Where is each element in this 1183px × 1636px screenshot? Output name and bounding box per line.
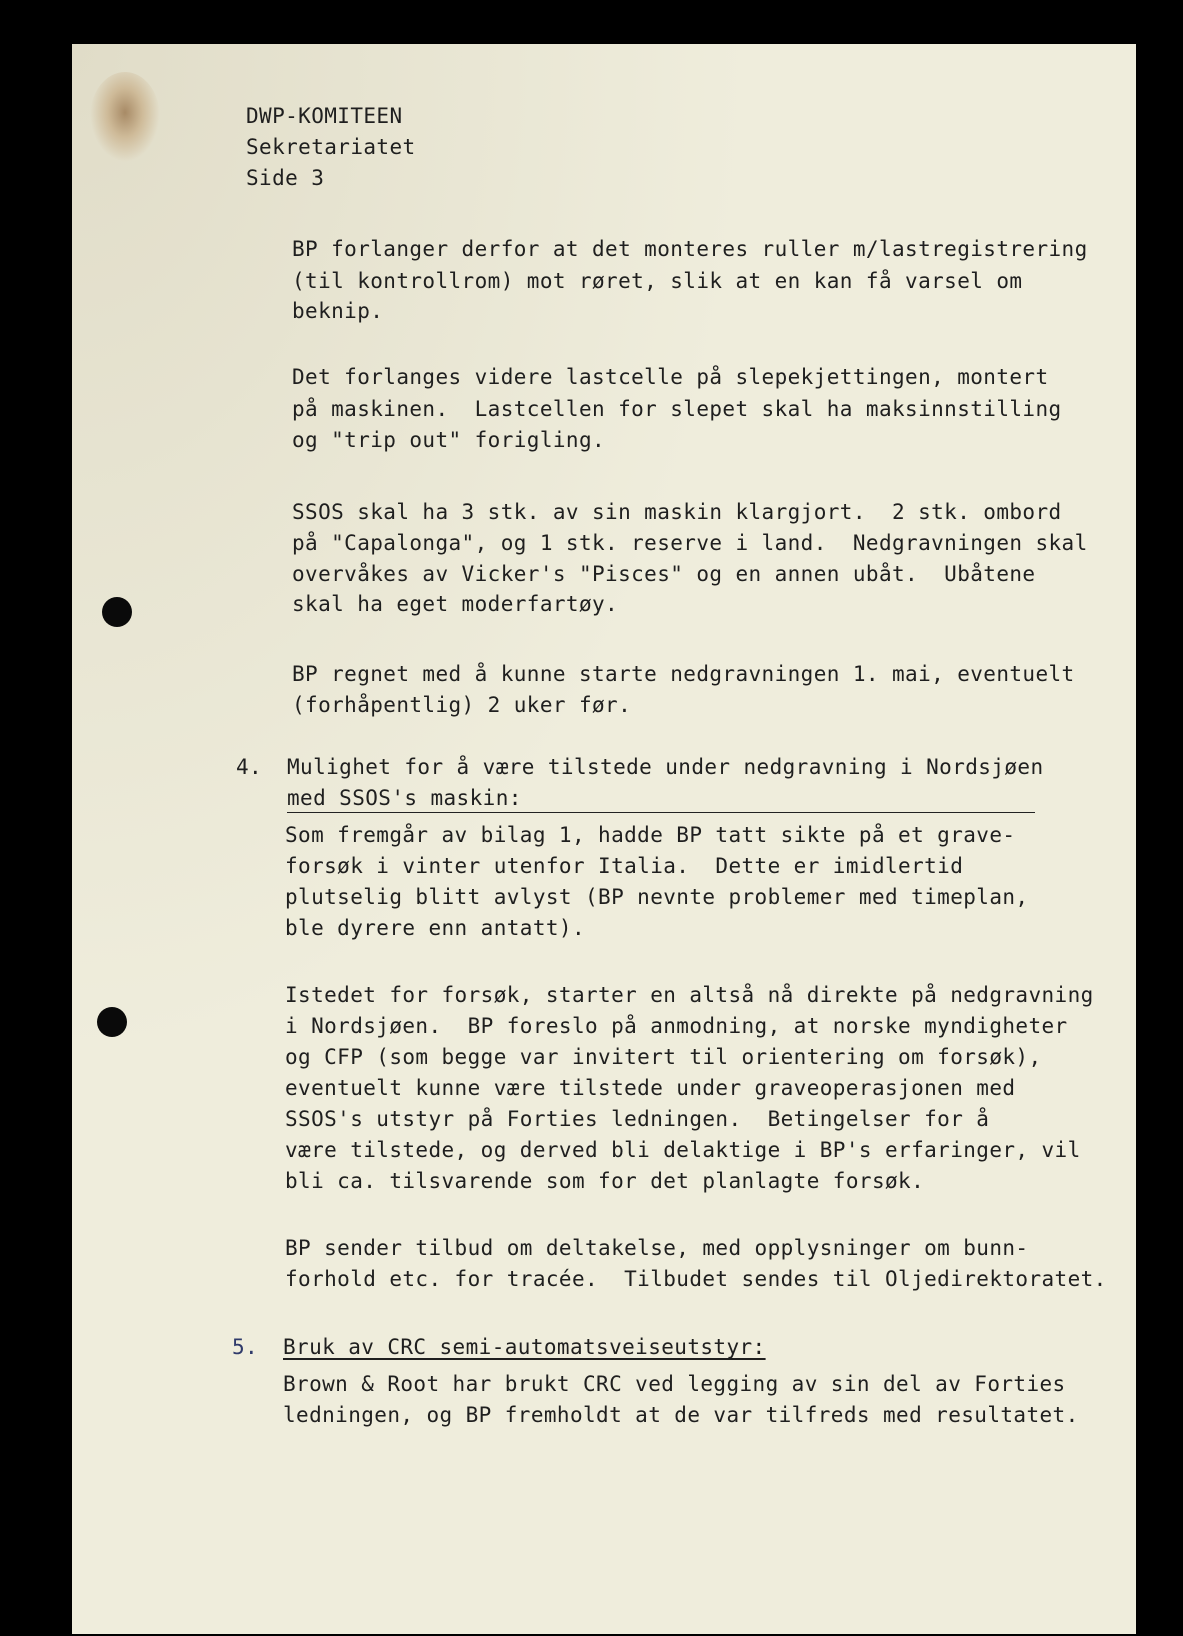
paragraph-line: eventuelt kunne være tilstede under graveoperasjonen med	[285, 1076, 1016, 1100]
section-heading: med SSOS's maskin:	[287, 786, 522, 810]
section-heading: Bruk av CRC semi-automatsveiseutstyr:	[283, 1335, 766, 1359]
paragraph-line: Istedet for forsøk, starter en altså nå direkte på nedgravning	[285, 983, 1094, 1007]
header-secretariat: Sekretariatet	[246, 135, 416, 159]
header-committee: DWP-KOMITEEN	[246, 104, 403, 128]
paragraph-line: SSOS's utstyr på Forties ledningen. Betingelser for å	[285, 1107, 990, 1131]
paragraph-line: på maskinen. Lastcellen for slepet skal ha maksinnstilling	[292, 397, 1062, 421]
paragraph-line: forsøk i vinter utenfor Italia. Dette er imidlertid	[285, 854, 964, 878]
paragraph-line: og CFP (som begge var invitert til orientering om forsøk),	[285, 1045, 1042, 1069]
paragraph-line: Det forlanges videre lastcelle på slepekjettingen, montert	[292, 365, 1049, 389]
section-heading: Mulighet for å være tilstede under nedgravning i Nordsjøen	[287, 755, 1044, 779]
punch-hole	[97, 1007, 127, 1037]
paragraph-line: være tilstede, og derved bli delaktige i BP's erfaringer, vil	[285, 1138, 1081, 1162]
header-page-number: Side 3	[246, 166, 325, 190]
burn-stain	[90, 72, 160, 162]
paragraph-line: BP sender tilbud om deltakelse, med opplysninger om bunn-	[285, 1236, 1029, 1260]
paragraph-line: plutselig blitt avlyst (BP nevnte problemer med timeplan,	[285, 885, 1029, 909]
paragraph-line: beknip.	[292, 299, 384, 323]
section-number: 5.	[232, 1335, 259, 1359]
paragraph-line: i Nordsjøen. BP foreslo på anmodning, at norske myndigheter	[285, 1014, 1068, 1038]
heading-underline	[287, 812, 1035, 813]
paragraph-line: overvåkes av Vicker's "Pisces" og en annen ubåt. Ubåtene	[292, 562, 1036, 586]
punch-hole	[102, 597, 132, 627]
paragraph-line: Som fremgår av bilag 1, hadde BP tatt sikte på et grave-	[285, 823, 1016, 847]
paragraph-line: på "Capalonga", og 1 stk. reserve i land. Nedgravningen skal	[292, 531, 1088, 555]
paragraph-line: Brown & Root har brukt CRC ved legging av sin del av Forties	[283, 1372, 1066, 1396]
paragraph-line: og "trip out" forigling.	[292, 428, 606, 452]
section-number: 4.	[236, 755, 263, 779]
paragraph-line: ble dyrere enn antatt).	[285, 916, 585, 940]
paragraph-line: BP regnet med å kunne starte nedgravningen 1. mai, eventuelt	[292, 662, 1075, 686]
paragraph-line: (forhåpentlig) 2 uker før.	[292, 693, 632, 717]
paragraph-line: ledningen, og BP fremholdt at de var tilfreds med resultatet.	[283, 1403, 1079, 1427]
paragraph-line: bli ca. tilsvarende som for det planlagte forsøk.	[285, 1169, 925, 1193]
paragraph-line: skal ha eget moderfartøy.	[292, 592, 619, 616]
paragraph-line: SSOS skal ha 3 stk. av sin maskin klargjort. 2 stk. ombord	[292, 500, 1062, 524]
paragraph-line: BP forlanger derfor at det monteres ruller m/lastregistrering	[292, 237, 1088, 261]
paragraph-line: (til kontrollrom) mot røret, slik at en kan få varsel om	[292, 269, 1023, 293]
paragraph-line: forhold etc. for tracée. Tilbudet sendes til Oljedirektoratet.	[285, 1267, 1107, 1291]
